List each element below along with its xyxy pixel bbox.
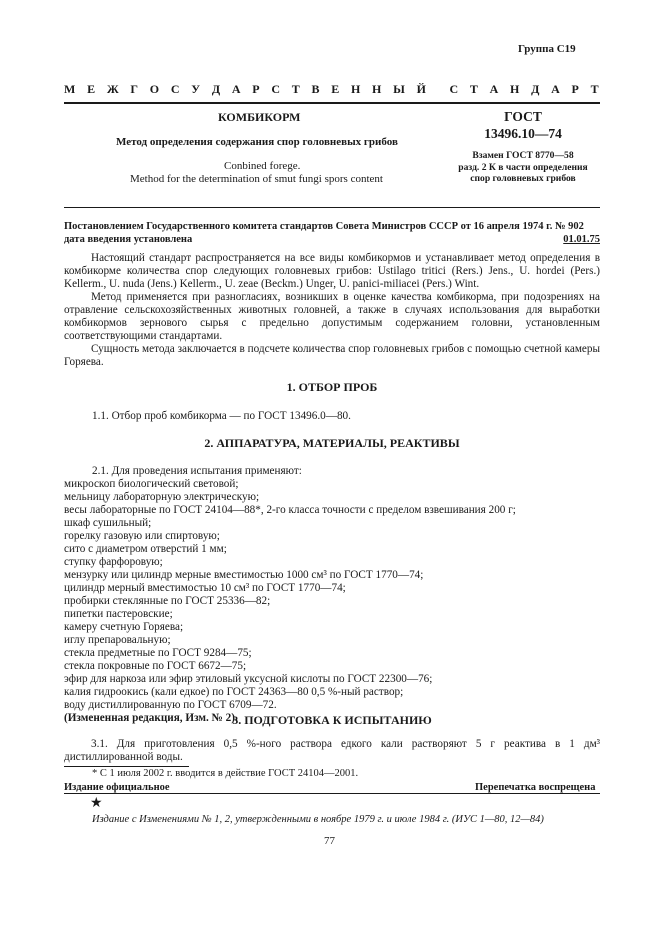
banner-letter: Е <box>331 82 340 96</box>
list-item: стекла покровные по ГОСТ 6672—75; <box>64 660 247 672</box>
section2-heading: 2. АППАРАТУРА, МАТЕРИАЛЫ, РЕАКТИВЫ <box>204 436 460 450</box>
amendments-note: Издание с Изменениями № 1, 2, утвержденными в ноябре 1979 г. и июле 1984 г. (ИУС 1—80, 12—84) <box>92 814 544 825</box>
reprint-prohibited: Перепечатка воспрещена <box>475 782 596 793</box>
banner-letter: Р <box>252 82 260 96</box>
banner-letter: М <box>64 82 76 96</box>
banner-letter: С <box>170 82 180 96</box>
list-item: калия гидроокись (кали едкое) по ГОСТ 24363—80 0,5 %-ный раствор; <box>64 686 404 698</box>
english-title-line1: Conbined forege. <box>224 160 301 172</box>
list-item: мельницу лабораторную электрическую; <box>64 491 260 503</box>
banner-letter: Н <box>372 82 382 96</box>
intro-paragraph-1: Настоящий стандарт распространяется на все виды комбикормов и устанавливает метод определения в комбикорме количества спор следующих головневых грибов: Ustilago tritici (Rers.) Jens., U. hordei (Pers.) Kellerm., U. nuda (Jens.) Kellerm., U. zeae (Beckm.) Unger, U. panici-miliacei (Pers.) Wint. <box>64 252 600 290</box>
document-title: КОМБИКОРМ <box>218 110 301 124</box>
banner-letter: С <box>449 82 459 96</box>
banner-letter: Ы <box>393 82 405 96</box>
intro <box>64 252 600 369</box>
banner-letter: Г <box>130 82 139 96</box>
replaces-line3: спор головневых грибов <box>470 173 576 184</box>
list-item: сито с диаметром отверстий 1 мм; <box>64 543 227 555</box>
banner-letter: В <box>311 82 320 96</box>
star-icon: ★ <box>90 796 103 811</box>
list-item: весы лабораторные по ГОСТ 24104—88*, 2-го класса точности с пределом взвешивания 200 г; <box>64 504 516 516</box>
intro-paragraph-2: Метод применяется при разногласиях, возникших в оценке качества комбикорма, при подозрениях на отравление сельскохозяйственных животных головней, а также в случаях использования для выработки комбикормов зернового сырья с предельно допустимым содержанием головни, установленным соответствующими стандартами. <box>64 291 600 342</box>
document-subtitle: Метод определения содержания спор головневых грибов <box>116 136 398 148</box>
footer-rule <box>64 793 600 794</box>
banner-letter: Т <box>291 82 300 96</box>
revision-note: (Измененная редакция, Изм. № 2). <box>64 712 238 724</box>
intro-paragraph-3: Сущность метода заключается в подсчете количества спор головневых грибов с помощью счетной камеры Горяева. <box>64 343 600 368</box>
list-item: пипетки пастеровские; <box>64 608 173 620</box>
list-item: цилиндр мерный вместимостью 10 см³ по ГОСТ 1770—74; <box>64 582 346 594</box>
decree-text: Постановлением Государственного комитета стандартов Совета Министров СССР от 16 апреля 1974 г. № 902 дата введения установлена <box>64 221 584 245</box>
official-edition: Издание официальное <box>64 782 170 793</box>
replaces-block <box>445 150 601 185</box>
list-item: микроскоп биологический световой; <box>64 478 239 490</box>
banner-letter: С <box>271 82 280 96</box>
banner-letter: Е <box>87 82 96 96</box>
standard-banner <box>64 83 599 96</box>
banner-letter: А <box>551 82 560 96</box>
banner-letter: Д <box>211 82 221 96</box>
replaces-line1: Взамен ГОСТ 8770—58 <box>472 150 574 161</box>
list-item: эфир для наркоза или эфир этиловый уксусной кислоты по ГОСТ 22300—76; <box>64 673 433 685</box>
group-code: Группа С19 <box>518 43 576 55</box>
banner-letter: Т <box>469 82 478 96</box>
gost-block <box>448 108 598 142</box>
page-number: 77 <box>324 835 335 847</box>
english-title-line2: Method for the determination of smut fungi spors content <box>130 173 383 185</box>
section2-list <box>64 465 600 725</box>
footnote: * С 1 июля 2002 г. вводится в действие ГОСТ 24104—2001. <box>92 768 359 779</box>
decree-date: 01.01.75 <box>563 234 600 245</box>
list-item: шкаф сушильный; <box>64 517 152 529</box>
banner-letter: Й <box>416 82 426 96</box>
banner-letter: Д <box>531 82 540 96</box>
banner-letter: Р <box>571 82 579 96</box>
gost-number: 13496.10—74 <box>484 126 562 141</box>
list-item: стекла предметные по ГОСТ 9284—75; <box>64 647 252 659</box>
list-item: камеру счетную Горяева; <box>64 621 184 633</box>
decree <box>64 220 600 246</box>
list-item: воду дистиллированную по ГОСТ 6709—72. <box>64 699 277 711</box>
top-rule <box>64 102 600 104</box>
section1-item: 1.1. Отбор проб комбикорма — по ГОСТ 13496.0—80. <box>92 410 351 422</box>
banner-letter: Т <box>590 82 599 96</box>
section3-heading: 3. ПОДГОТОВКА К ИСПЫТАНИЮ <box>232 713 432 727</box>
banner-letter: У <box>191 82 201 96</box>
section1-heading: 1. ОТБОР ПРОБ <box>286 380 378 394</box>
section3-body <box>64 738 600 764</box>
list-item: ступку фарфоровую; <box>64 556 163 568</box>
list-item: иглу препаровальную; <box>64 634 171 646</box>
banner-letter: О <box>149 82 160 96</box>
list-item: 2.1. Для проведения испытания применяют: <box>92 465 302 477</box>
gost-label: ГОСТ <box>504 109 542 124</box>
section3-paragraph-1: 3.1. Для приготовления 0,5 %-ного раствора едкого кали растворяют 5 г реактива в 1 дм³ дистиллированной воды. <box>64 738 600 763</box>
banner-letter: А <box>231 82 241 96</box>
banner-letter: А <box>489 82 499 96</box>
banner-letter: Ж <box>106 82 119 96</box>
banner-letter: Н <box>510 82 520 96</box>
list-item: мензурку или цилиндр мерные вместимостью 1000 см³ по ГОСТ 1770—74; <box>64 569 424 581</box>
replaces-line2: разд. 2 К в части определения <box>458 161 588 173</box>
list-item: горелку газовую или спиртовую; <box>64 530 220 542</box>
banner-letter: Н <box>350 82 361 96</box>
decree-rule <box>64 207 600 208</box>
list-item: пробирки стеклянные по ГОСТ 25336—82; <box>64 595 271 607</box>
